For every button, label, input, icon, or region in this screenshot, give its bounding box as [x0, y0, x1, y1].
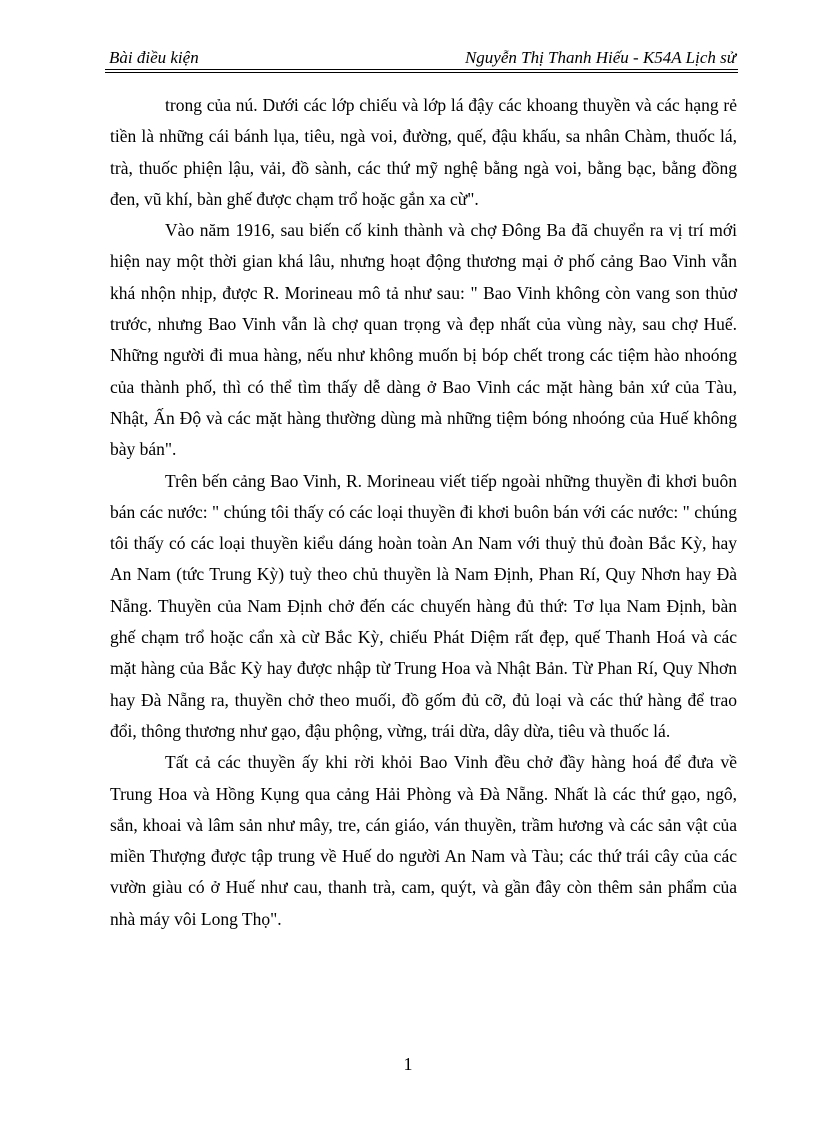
body-paragraph-4: Tất cả các thuyền ấy khi rời khỏi Bao Vinh đều chở đầy hàng hoá để đưa về Trung Hoa và Hồng Kụng qua cảng Hải Phòng và Đà Nẵng. Nhất là các thứ gạo, ngô, sắn, khoai và lâm sản như mây, tre, cán giáo, ván thuyền, trầm hương và các sản vật của miền Thượng được tập trung về Huế do người An Nam và Tàu; các thứ trái cây của các vườn giàu có ở Huế như cau, thanh trà, cam, quýt, và gần đây còn thêm sản phẩm của nhà máy vôi Long Thọ". [110, 752, 737, 929]
header-divider-secondary [105, 72, 738, 73]
body-paragraph-2: Vào năm 1916, sau biến cố kinh thành và chợ Đông Ba đã chuyển ra vị trí mới hiện nay một thời gian khá lâu, nhưng hoạt động thương mại ở phố cảng Bao Vinh vẫn khá nhộn nhịp, được R. Morineau mô tả như sau: " Bao Vinh không còn vang son thủơ trước, nhưng Bao Vinh vẫn là chợ quan trọng và đẹp nhất của vùng này, sau chợ Huế. Những người đi mua hàng, nếu như không muốn bị bóp chết trong các tiệm hào nhoóng của thành phố, thì có thể tìm thấy dễ dàng ở Bao Vinh các mặt hàng bản xứ của Tàu, Nhật, Ấn Độ và các mặt hàng thường dùng mà những tiệm bóng nhoóng của Huế không bày bán". [110, 220, 737, 460]
body-paragraph-1: trong của nú. Dưới các lớp chiếu và lớp lá đậy các khoang thuyền và các hạng rẻ tiền là những cái bánh lụa, tiêu, ngà voi, đường, quế, đậu khấu, sa nhân Chàm, thuốc lá, trà, thuốc phiện lậu, vải, đồ sành, các thứ mỹ nghệ bằng ngà voi, bằng bạc, bằng đồng đen, vũ khí, bàn ghế được chạm trổ hoặc gắn xa cừ". [110, 95, 737, 209]
header-divider [105, 69, 738, 70]
page-number: 1 [403, 1054, 413, 1074]
header-title-left: Bài điều kiện [109, 48, 199, 67]
body-paragraph-3: Trên bến cảng Bao Vinh, R. Morineau viết tiếp ngoài những thuyền đi khơi buôn bán các nước: " chúng tôi thấy có các loại thuyền đi khơi buôn bán với các nước: " chúng tôi thấy có các loại thuyền kiểu dáng hoàn toàn An Nam với thuỷ thủ đoàn Bắc Kỳ, hay An Nam (tức Trung Kỳ) tuỳ theo chủ thuyền là Nam Định, Phan Rí, Quy Nhơn hay Đà Nẵng. Thuyền của Nam Định chở đến các chuyến hàng đủ thứ: Tơ lụa Nam Định, bàn ghế chạm trổ hoặc cẩn xà cừ Bắc Kỳ, chiếu Phát Diệm rất đẹp, quế Thanh Hoá và các mặt hàng của Bắc Kỳ hay được nhập từ Trung Hoa và Nhật Bản. Từ Phan Rí, Quy Nhơn hay Đà Nẵng ra, thuyền chở theo muối, đồ gốm đủ cỡ, đủ loại và các thứ hàng để trao đổi, thông thương như gạo, đậu phộng, vừng, trái dừa, dây dừa, tiêu và thuốc lá. [110, 470, 737, 741]
document-body [110, 90, 737, 935]
header-author-right: Nguyễn Thị Thanh Hiếu - K54A Lịch sử [464, 48, 736, 67]
